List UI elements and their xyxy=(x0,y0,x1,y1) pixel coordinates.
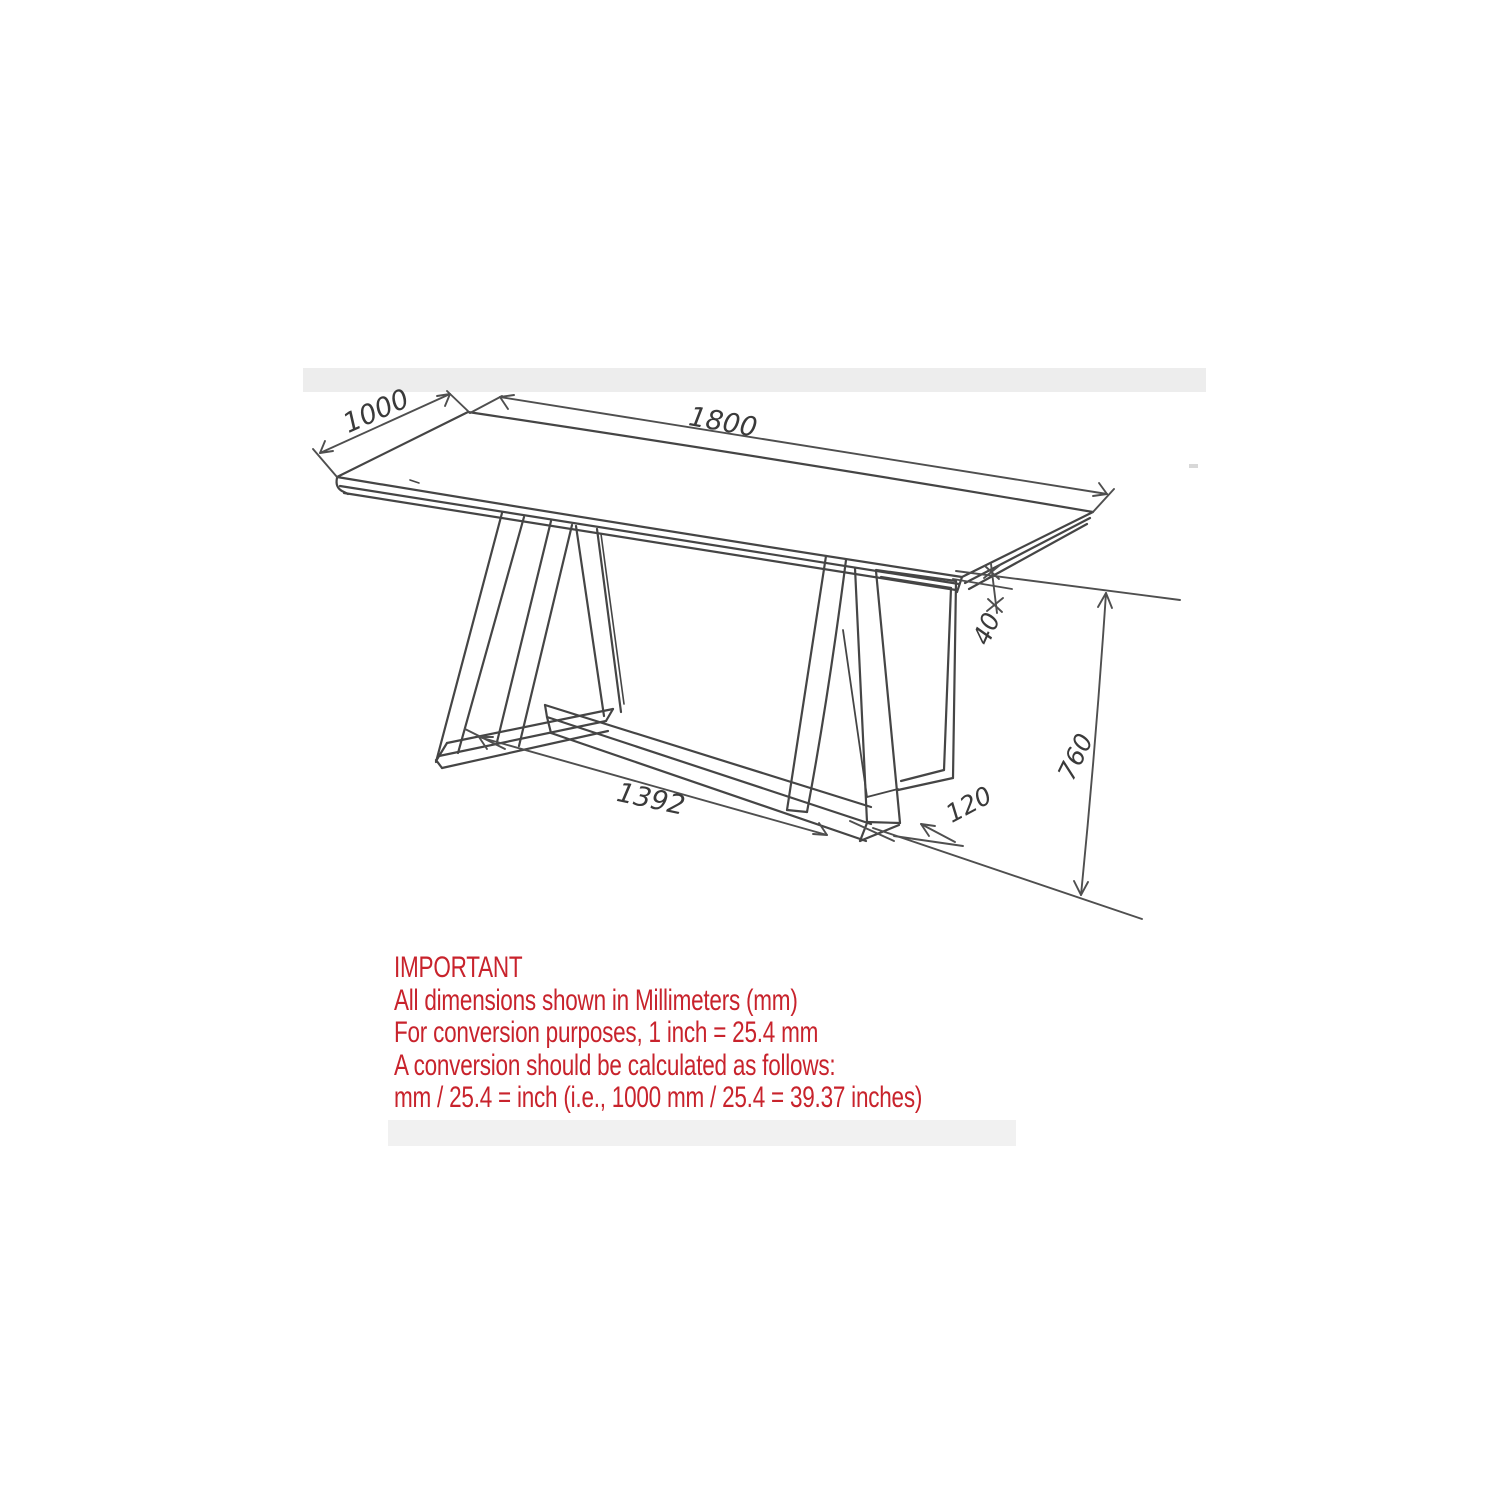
dimension-height xyxy=(873,593,1142,919)
tabletop-surface-mark xyxy=(410,480,419,483)
important-notice xyxy=(394,952,922,1115)
left-trestle xyxy=(436,513,624,768)
notice-line: A conversion should be calculated as follows: xyxy=(394,1048,836,1082)
tabletop-right-bevel-line-2 xyxy=(969,524,1087,589)
right-trestle-frame-bottom-inner xyxy=(901,770,944,781)
right-trestle-wide-leg-right-edge xyxy=(876,571,900,823)
right-trestle-near-leg-outer xyxy=(787,556,826,810)
notice-line: For conversion purposes, 1 inch = 25.4 mm xyxy=(394,1016,819,1050)
right-trestle-wide-leg-bottom-cap xyxy=(867,822,900,823)
right-trestle-frame-right-inner xyxy=(944,588,951,770)
tabletop-front-bevel-line-2 xyxy=(344,493,956,590)
dimension-stretcher xyxy=(465,729,894,841)
left-trestle-front-leg-outer xyxy=(436,513,502,762)
arrowhead xyxy=(500,395,514,409)
tabletop-front-bevel-line-1 xyxy=(340,486,959,584)
right-trestle-frame-right-outer xyxy=(953,581,956,778)
left-trestle-hidden-leg-line xyxy=(601,534,624,704)
right-trestle xyxy=(787,556,956,841)
notice-title: IMPORTANT xyxy=(394,951,523,984)
dimension-label-stretcher: 1392 xyxy=(614,777,688,822)
dimension-length xyxy=(470,395,1114,512)
extension-line xyxy=(313,449,337,477)
left-trestle-right-leg-inner xyxy=(597,529,621,712)
dimension-label-height: 760 xyxy=(1052,728,1100,785)
arrowhead xyxy=(1093,483,1107,496)
left-trestle-back-leg-outer xyxy=(497,521,551,742)
right-trestle-wide-leg-left-edge xyxy=(855,568,867,822)
right-trestle-near-leg-foot-cap xyxy=(787,810,807,812)
notice-line: mm / 25.4 = inch (i.e., 1000 mm / 25.4 = 39.37 inches) xyxy=(394,1081,923,1115)
right-trestle-near-leg-inner xyxy=(807,560,846,812)
tabletop-right-bevel-line-1 xyxy=(965,518,1090,583)
dimension-label-leg-width: 120 xyxy=(940,780,997,829)
dimension-label-length: 1800 xyxy=(686,401,760,444)
right-trestle-back-foot-line xyxy=(867,789,898,797)
dimension-label-depth: 1000 xyxy=(338,383,414,440)
notice-line: All dimensions shown in Millimeters (mm) xyxy=(394,983,798,1017)
dimension-label-thickness: 40 xyxy=(966,608,1007,650)
dimension-leg-width xyxy=(894,824,963,846)
tabletop xyxy=(337,412,1093,592)
dimension-line xyxy=(500,397,1107,494)
extension-line-ground xyxy=(873,828,1142,919)
dimension-lines xyxy=(313,391,1180,919)
extension-line xyxy=(470,396,502,413)
right-trestle-back-leg-line xyxy=(843,630,867,797)
